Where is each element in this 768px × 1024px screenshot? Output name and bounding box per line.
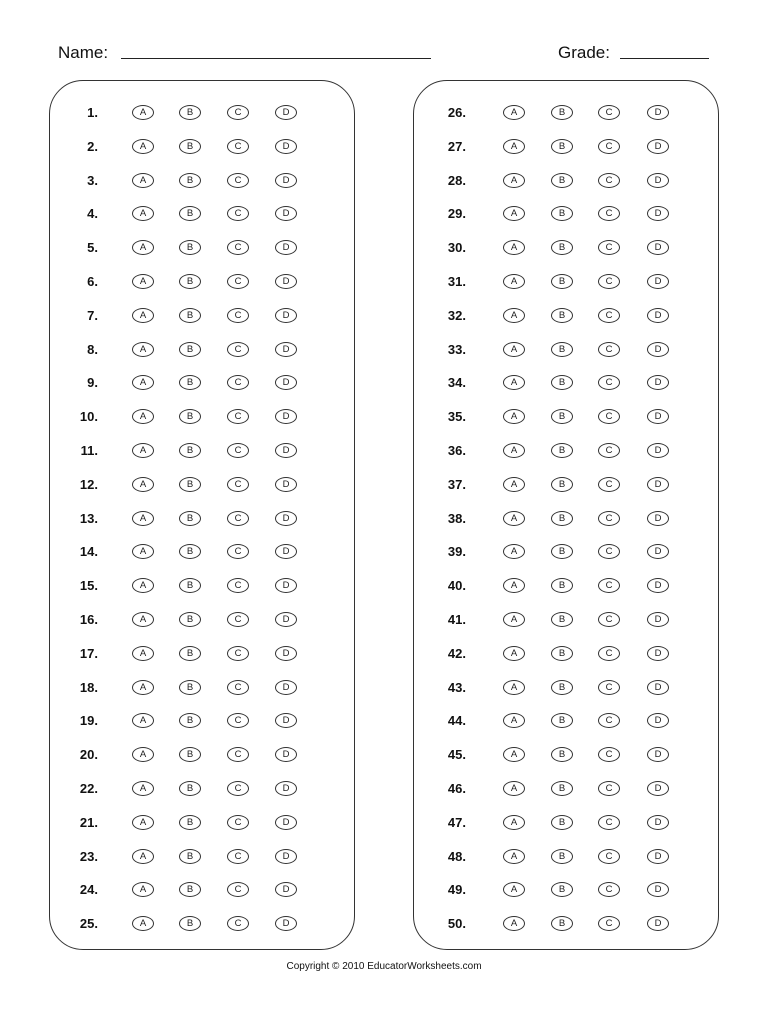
answer-bubble-b[interactable]: B (179, 308, 201, 323)
question-number: 1. (87, 105, 98, 120)
answer-bubble-a[interactable]: A (132, 173, 154, 188)
question-number: 20. (79, 747, 98, 763)
answer-bubble-b[interactable]: B (551, 105, 573, 120)
answer-bubble-a[interactable]: A (132, 849, 154, 864)
answer-bubble-b[interactable]: B (179, 375, 201, 390)
answer-bubble-c[interactable]: C (598, 882, 620, 897)
question-number: 44. (447, 713, 466, 729)
answer-bubble-d[interactable]: D (275, 274, 297, 289)
answer-bubble-d[interactable]: D (647, 477, 669, 492)
answer-bubble-c[interactable]: C (598, 511, 620, 526)
answer-bubble-b[interactable]: B (179, 139, 201, 154)
answer-bubble-c[interactable]: C (598, 916, 620, 931)
question-number: 21. (79, 814, 98, 830)
answer-bubble-a[interactable]: A (132, 882, 154, 897)
answer-bubble-c[interactable]: C (227, 680, 249, 695)
answer-bubble-d[interactable]: D (647, 139, 669, 154)
answer-bubble-d[interactable]: D (275, 139, 297, 154)
answer-bubble-b[interactable]: B (179, 578, 201, 593)
answer-bubble-d[interactable]: D (275, 578, 297, 593)
answer-bubble-c[interactable]: C (598, 240, 620, 255)
answer-bubble-b[interactable]: B (179, 342, 201, 357)
answer-bubble-b[interactable]: B (551, 274, 573, 289)
answer-bubble-a[interactable]: A (503, 375, 525, 390)
answer-bubble-a[interactable]: A (132, 578, 154, 593)
answer-bubble-a[interactable]: A (132, 308, 154, 323)
question-row (0, 540, 768, 564)
answer-bubble-a[interactable]: A (132, 612, 154, 627)
answer-bubble-d[interactable]: D (275, 612, 297, 627)
answer-bubble-b[interactable]: B (551, 342, 573, 357)
answer-bubble-c[interactable]: C (598, 815, 620, 830)
answer-bubble-a[interactable]: A (132, 105, 154, 120)
answer-bubble-a[interactable]: A (503, 680, 525, 695)
question-row (0, 912, 768, 936)
answer-bubble-d[interactable]: D (647, 443, 669, 458)
answer-bubble-b[interactable]: B (179, 612, 201, 627)
answer-bubble-b[interactable]: B (179, 680, 201, 695)
answer-bubble-d[interactable]: D (647, 544, 669, 559)
question-row (0, 878, 768, 902)
answer-bubble-a[interactable]: A (503, 477, 525, 492)
answer-bubble-b[interactable]: B (551, 139, 573, 154)
answer-bubble-d[interactable]: D (275, 646, 297, 661)
answer-bubble-d[interactable]: D (647, 173, 669, 188)
answer-bubble-b[interactable]: B (551, 747, 573, 762)
answer-bubble-a[interactable]: A (132, 240, 154, 255)
answer-bubble-d[interactable]: D (647, 511, 669, 526)
answer-bubble-d[interactable]: D (275, 206, 297, 221)
answer-bubble-d[interactable]: D (275, 713, 297, 728)
question-number: 26. (447, 105, 466, 120)
answer-bubble-c[interactable]: C (227, 240, 249, 255)
question-number: 18. (79, 679, 98, 695)
answer-bubble-b[interactable]: B (551, 612, 573, 627)
answer-bubble-d[interactable]: D (647, 713, 669, 728)
question-number: 17. (79, 645, 98, 661)
answer-bubble-b[interactable]: B (551, 477, 573, 492)
answer-bubble-b[interactable]: B (179, 544, 201, 559)
answer-bubble-c[interactable]: C (227, 849, 249, 864)
question-number: 4. (87, 206, 98, 222)
answer-bubble-c[interactable]: C (227, 342, 249, 357)
question-row (0, 202, 768, 226)
answer-bubble-a[interactable]: A (132, 409, 154, 424)
question-number: 25. (79, 916, 98, 932)
question-number: 32. (447, 307, 466, 323)
answer-bubble-a[interactable]: A (132, 206, 154, 221)
answer-bubble-c[interactable]: C (598, 781, 620, 796)
answer-bubble-d[interactable]: D (275, 511, 297, 526)
answer-bubble-b[interactable]: B (179, 443, 201, 458)
question-number: 2. (87, 138, 98, 154)
question-number: 28. (447, 172, 466, 188)
answer-bubble-a[interactable]: A (132, 274, 154, 289)
answer-bubble-c[interactable]: C (598, 578, 620, 593)
question-row (0, 608, 768, 632)
answer-bubble-c[interactable]: C (598, 646, 620, 661)
answer-bubble-c[interactable]: C (598, 274, 620, 289)
answer-bubble-b[interactable]: B (179, 206, 201, 221)
answer-bubble-c[interactable]: C (598, 680, 620, 695)
answer-bubble-c[interactable]: C (598, 544, 620, 559)
answer-bubble-c[interactable]: C (227, 882, 249, 897)
question-number: 7. (87, 307, 98, 323)
answer-bubble-b[interactable]: B (179, 713, 201, 728)
answer-bubble-c[interactable]: C (227, 578, 249, 593)
answer-bubble-a[interactable]: A (503, 105, 525, 120)
answer-bubble-a[interactable]: A (503, 815, 525, 830)
answer-bubble-a[interactable]: A (503, 274, 525, 289)
answer-bubble-b[interactable]: B (551, 308, 573, 323)
answer-bubble-c[interactable]: C (598, 105, 620, 120)
answer-bubble-a[interactable]: A (503, 916, 525, 931)
answer-bubble-d[interactable]: D (647, 409, 669, 424)
question-number: 47. (447, 814, 466, 830)
question-number: 23. (79, 848, 98, 864)
question-row (0, 777, 768, 801)
copyright-notice: Copyright © 2010 EducatorWorksheets.com (286, 961, 482, 972)
answer-bubble-c[interactable]: C (598, 747, 620, 762)
answer-bubble-c[interactable]: C (227, 781, 249, 796)
question-row (0, 676, 768, 700)
answer-bubble-b[interactable]: B (551, 916, 573, 931)
question-number: 16. (79, 612, 98, 627)
question-number: 24. (79, 882, 98, 898)
question-number: 12. (79, 476, 98, 492)
answer-bubble-d[interactable]: D (275, 105, 297, 120)
answer-bubble-a[interactable]: A (132, 747, 154, 762)
question-row (0, 338, 768, 362)
answer-bubble-a[interactable]: A (132, 511, 154, 526)
question-row (0, 101, 768, 125)
answer-bubble-d[interactable]: D (275, 308, 297, 323)
answer-bubble-b[interactable]: B (179, 274, 201, 289)
answer-bubble-d[interactable]: D (275, 173, 297, 188)
answer-bubble-c[interactable]: C (227, 646, 249, 661)
answer-bubble-c[interactable]: C (227, 409, 249, 424)
question-row (0, 642, 768, 666)
answer-bubble-b[interactable]: B (551, 713, 573, 728)
question-number: 13. (79, 510, 98, 526)
answer-bubble-c[interactable]: C (227, 443, 249, 458)
question-number: 14. (79, 544, 98, 560)
answer-bubble-d[interactable]: D (647, 240, 669, 255)
question-number: 42. (447, 645, 466, 661)
question-row (0, 304, 768, 328)
question-row (0, 135, 768, 159)
question-number: 3. (87, 172, 98, 188)
answer-bubble-c[interactable]: C (598, 139, 620, 154)
answer-bubble-b[interactable]: B (551, 511, 573, 526)
question-number: 10. (79, 409, 98, 425)
answer-bubble-c[interactable]: C (227, 274, 249, 289)
question-number: 33. (447, 341, 466, 357)
question-number: 46. (447, 781, 466, 796)
answer-bubble-a[interactable]: A (132, 477, 154, 492)
answer-bubble-d[interactable]: D (647, 375, 669, 390)
answer-bubble-c[interactable]: C (227, 375, 249, 390)
answer-bubble-d[interactable]: D (647, 747, 669, 762)
answer-bubble-b[interactable]: B (551, 882, 573, 897)
question-row (0, 439, 768, 463)
answer-bubble-a[interactable]: A (503, 544, 525, 559)
answer-bubble-b[interactable]: B (551, 443, 573, 458)
answer-bubble-a[interactable]: A (132, 443, 154, 458)
answer-bubble-d[interactable]: D (647, 781, 669, 796)
answer-bubble-d[interactable]: D (275, 443, 297, 458)
answer-bubble-c[interactable]: C (598, 342, 620, 357)
question-number: 5. (87, 240, 98, 256)
answer-bubble-b[interactable]: B (179, 240, 201, 255)
answer-bubble-c[interactable]: C (598, 443, 620, 458)
answer-bubble-b[interactable]: B (551, 815, 573, 830)
answer-bubble-b[interactable]: B (551, 409, 573, 424)
answer-bubble-d[interactable]: D (275, 815, 297, 830)
question-number: 8. (87, 341, 98, 357)
answer-bubble-d[interactable]: D (275, 477, 297, 492)
answer-bubble-b[interactable]: B (179, 916, 201, 931)
question-number: 37. (447, 476, 466, 492)
answer-bubble-a[interactable]: A (503, 713, 525, 728)
answer-bubble-b[interactable]: B (179, 815, 201, 830)
question-number: 49. (447, 882, 466, 898)
name-label: Name: (58, 43, 109, 62)
answer-bubble-a[interactable]: A (132, 544, 154, 559)
answer-bubble-d[interactable]: D (275, 544, 297, 559)
answer-bubble-c[interactable]: C (227, 139, 249, 154)
question-number: 39. (447, 544, 466, 560)
answer-bubble-c[interactable]: C (598, 409, 620, 424)
answer-bubble-a[interactable]: A (132, 139, 154, 154)
answer-bubble-a[interactable]: A (132, 781, 154, 796)
question-number: 9. (87, 375, 98, 391)
answer-bubble-c[interactable]: C (598, 477, 620, 492)
answer-bubble-b[interactable]: B (179, 511, 201, 526)
answer-bubble-a[interactable]: A (503, 578, 525, 593)
answer-bubble-c[interactable]: C (598, 849, 620, 864)
question-number: 36. (447, 443, 466, 458)
question-row (0, 236, 768, 260)
question-row (0, 405, 768, 429)
answer-bubble-d[interactable]: D (647, 342, 669, 357)
question-number: 31. (447, 274, 466, 289)
answer-bubble-d[interactable]: D (275, 882, 297, 897)
answer-bubble-a[interactable]: A (132, 375, 154, 390)
answer-bubble-a[interactable]: A (132, 815, 154, 830)
answer-bubble-b[interactable]: B (179, 781, 201, 796)
answer-bubble-d[interactable]: D (275, 342, 297, 357)
answer-bubble-d[interactable]: D (647, 916, 669, 931)
answer-bubble-d[interactable]: D (275, 680, 297, 695)
answer-bubble-b[interactable]: B (179, 849, 201, 864)
question-number: 30. (447, 240, 466, 256)
answer-bubble-b[interactable]: B (551, 578, 573, 593)
question-number: 40. (447, 578, 466, 594)
answer-bubble-b[interactable]: B (179, 747, 201, 762)
answer-bubble-d[interactable]: D (647, 274, 669, 289)
answer-bubble-a[interactable]: A (503, 747, 525, 762)
answer-bubble-a[interactable]: A (132, 713, 154, 728)
question-number: 29. (447, 206, 466, 222)
question-number: 6. (87, 274, 98, 289)
question-row (0, 507, 768, 531)
question-row (0, 270, 768, 294)
answer-bubble-b[interactable]: B (179, 173, 201, 188)
answer-bubble-a[interactable]: A (132, 680, 154, 695)
answer-bubble-c[interactable]: C (598, 713, 620, 728)
answer-bubble-d[interactable]: D (275, 240, 297, 255)
answer-bubble-d[interactable]: D (647, 680, 669, 695)
question-number: 27. (447, 138, 466, 154)
answer-bubble-b[interactable]: B (179, 646, 201, 661)
answer-bubble-c[interactable]: C (227, 511, 249, 526)
answer-bubble-a[interactable]: A (132, 916, 154, 931)
answer-bubble-b[interactable]: B (551, 544, 573, 559)
answer-bubble-b[interactable]: B (551, 646, 573, 661)
answer-bubble-b[interactable]: B (179, 409, 201, 424)
answer-bubble-a[interactable]: A (503, 849, 525, 864)
answer-bubble-b[interactable]: B (551, 206, 573, 221)
answer-bubble-d[interactable]: D (647, 105, 669, 120)
question-number: 41. (447, 612, 466, 627)
answer-bubble-d[interactable]: D (647, 849, 669, 864)
answer-bubble-c[interactable]: C (227, 477, 249, 492)
answer-bubble-c[interactable]: C (227, 916, 249, 931)
answer-bubble-c[interactable]: C (598, 206, 620, 221)
answer-bubble-c[interactable]: C (227, 713, 249, 728)
answer-bubble-d[interactable]: D (647, 815, 669, 830)
answer-bubble-d[interactable]: D (275, 781, 297, 796)
question-number: 15. (79, 578, 98, 594)
answer-bubble-a[interactable]: A (503, 240, 525, 255)
answer-bubble-d[interactable]: D (275, 916, 297, 931)
answer-bubble-a[interactable]: A (503, 173, 525, 188)
question-row (0, 574, 768, 598)
answer-bubble-a[interactable]: A (503, 409, 525, 424)
answer-bubble-c[interactable]: C (227, 173, 249, 188)
answer-bubble-a[interactable]: A (503, 342, 525, 357)
question-row (0, 371, 768, 395)
answer-bubble-b[interactable]: B (551, 173, 573, 188)
answer-bubble-c[interactable]: C (227, 206, 249, 221)
answer-bubble-d[interactable]: D (275, 747, 297, 762)
answer-bubble-c[interactable]: C (598, 173, 620, 188)
answer-bubble-c[interactable]: C (227, 105, 249, 120)
question-number: 43. (447, 679, 466, 695)
answer-bubble-d[interactable]: D (647, 578, 669, 593)
answer-bubble-c[interactable]: C (598, 375, 620, 390)
answer-bubble-d[interactable]: D (647, 646, 669, 661)
question-number: 35. (447, 409, 466, 425)
answer-bubble-d[interactable]: D (647, 612, 669, 627)
answer-bubble-c[interactable]: C (227, 544, 249, 559)
answer-bubble-a[interactable]: A (503, 781, 525, 796)
answer-bubble-a[interactable]: A (503, 882, 525, 897)
answer-bubble-c[interactable]: C (227, 612, 249, 627)
answer-bubble-b[interactable]: B (551, 680, 573, 695)
answer-bubble-a[interactable]: A (132, 646, 154, 661)
answer-bubble-a[interactable]: A (503, 646, 525, 661)
question-number: 22. (79, 781, 98, 796)
answer-bubble-b[interactable]: B (179, 105, 201, 120)
answer-bubble-a[interactable]: A (503, 511, 525, 526)
question-row (0, 845, 768, 869)
answer-bubble-a[interactable]: A (503, 612, 525, 627)
question-number: 19. (79, 713, 98, 729)
answer-bubble-b[interactable]: B (551, 375, 573, 390)
question-number: 50. (447, 916, 466, 932)
grade-field[interactable] (620, 58, 709, 59)
question-number: 38. (447, 510, 466, 526)
answer-bubble-c[interactable]: C (227, 308, 249, 323)
answer-bubble-c[interactable]: C (598, 308, 620, 323)
answer-bubble-d[interactable]: D (647, 882, 669, 897)
answer-bubble-d[interactable]: D (647, 308, 669, 323)
question-number: 11. (80, 443, 98, 458)
question-row (0, 473, 768, 497)
answer-bubble-a[interactable]: A (503, 443, 525, 458)
question-row (0, 743, 768, 767)
question-number: 48. (447, 848, 466, 864)
answer-bubble-a[interactable]: A (503, 139, 525, 154)
answer-bubble-c[interactable]: C (227, 747, 249, 762)
grade-label: Grade: (558, 43, 610, 62)
question-number: 34. (447, 375, 466, 391)
question-row (0, 169, 768, 193)
question-number: 45. (447, 747, 466, 763)
answer-bubble-b[interactable]: B (551, 849, 573, 864)
answer-bubble-b[interactable]: B (179, 882, 201, 897)
answer-bubble-d[interactable]: D (275, 375, 297, 390)
answer-bubble-b[interactable]: B (179, 477, 201, 492)
answer-bubble-d[interactable]: D (275, 409, 297, 424)
answer-bubble-a[interactable]: A (132, 342, 154, 357)
answer-bubble-c[interactable]: C (227, 815, 249, 830)
answer-bubble-a[interactable]: A (503, 206, 525, 221)
answer-bubble-c[interactable]: C (598, 612, 620, 627)
answer-bubble-a[interactable]: A (503, 308, 525, 323)
answer-bubble-d[interactable]: D (647, 206, 669, 221)
question-row (0, 811, 768, 835)
question-row (0, 709, 768, 733)
answer-bubble-b[interactable]: B (551, 781, 573, 796)
answer-bubble-d[interactable]: D (275, 849, 297, 864)
name-field[interactable] (121, 58, 431, 59)
answer-bubble-b[interactable]: B (551, 240, 573, 255)
